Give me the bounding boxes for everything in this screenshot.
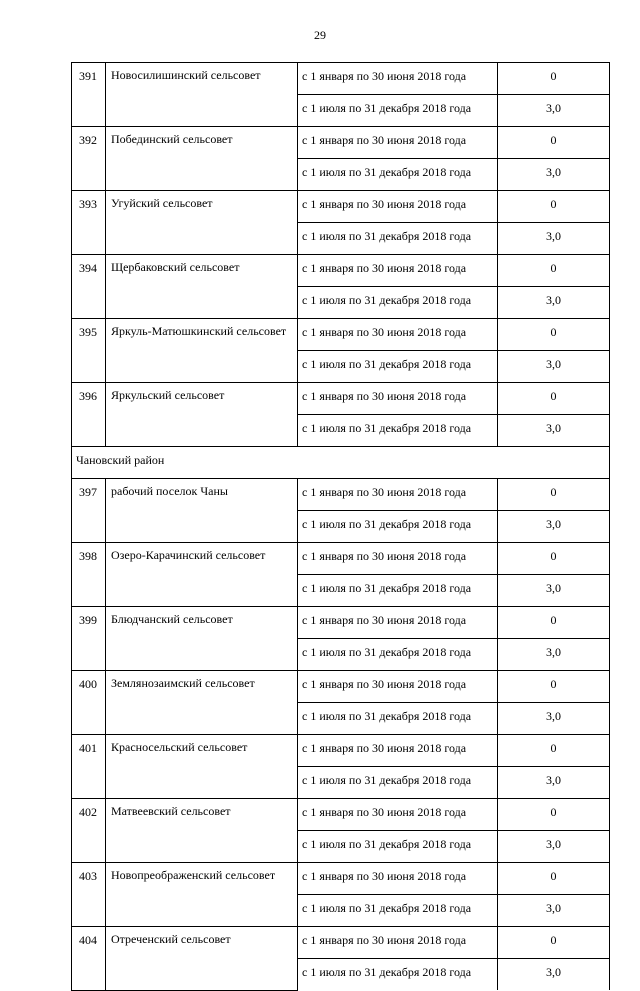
value-cell: 3,0 bbox=[498, 415, 610, 447]
rates-table bbox=[71, 62, 610, 991]
row-number: 398 bbox=[72, 543, 106, 607]
row-number: 397 bbox=[72, 479, 106, 543]
value-cell: 3,0 bbox=[498, 511, 610, 543]
municipality-name: Блюдчанский сельсовет bbox=[106, 607, 298, 671]
value-cell: 0 bbox=[498, 479, 610, 511]
period-cell: с 1 июля по 31 декабря 2018 года bbox=[298, 511, 498, 543]
period-cell: с 1 июля по 31 декабря 2018 года bbox=[298, 575, 498, 607]
table-row bbox=[72, 863, 610, 895]
table-body bbox=[72, 63, 610, 991]
value-cell: 0 bbox=[498, 735, 610, 767]
value-cell: 3,0 bbox=[498, 223, 610, 255]
period-cell: с 1 июля по 31 декабря 2018 года bbox=[298, 95, 498, 127]
period-cell: с 1 января по 30 июня 2018 года bbox=[298, 383, 498, 415]
value-cell: 3,0 bbox=[498, 639, 610, 671]
period-cell: с 1 января по 30 июня 2018 года bbox=[298, 63, 498, 95]
row-number: 393 bbox=[72, 191, 106, 255]
period-cell: с 1 января по 30 июня 2018 года bbox=[298, 799, 498, 831]
table-row bbox=[72, 799, 610, 831]
value-cell: 3,0 bbox=[498, 895, 610, 927]
period-cell: с 1 июля по 31 декабря 2018 года bbox=[298, 959, 498, 991]
period-cell: с 1 июля по 31 декабря 2018 года bbox=[298, 639, 498, 671]
municipality-name: Новосилишинский сельсовет bbox=[106, 63, 298, 127]
municipality-name: Отреченский сельсовет bbox=[106, 927, 298, 991]
value-cell: 0 bbox=[498, 927, 610, 959]
period-cell: с 1 июля по 31 декабря 2018 года bbox=[298, 159, 498, 191]
period-cell: с 1 июля по 31 декабря 2018 года bbox=[298, 895, 498, 927]
district-row bbox=[72, 447, 610, 479]
period-cell: с 1 июля по 31 декабря 2018 года bbox=[298, 287, 498, 319]
value-cell: 3,0 bbox=[498, 767, 610, 799]
period-cell: с 1 июля по 31 декабря 2018 года bbox=[298, 703, 498, 735]
municipality-name: рабочий поселок Чаны bbox=[106, 479, 298, 543]
table-row bbox=[72, 127, 610, 159]
table-row bbox=[72, 191, 610, 223]
row-number: 399 bbox=[72, 607, 106, 671]
period-cell: с 1 июля по 31 декабря 2018 года bbox=[298, 415, 498, 447]
row-number: 395 bbox=[72, 319, 106, 383]
value-cell: 3,0 bbox=[498, 575, 610, 607]
table-row bbox=[72, 927, 610, 959]
municipality-name: Яркульский сельсовет bbox=[106, 383, 298, 447]
period-cell: с 1 июля по 31 декабря 2018 года bbox=[298, 223, 498, 255]
value-cell: 0 bbox=[498, 319, 610, 351]
row-number: 400 bbox=[72, 671, 106, 735]
period-cell: с 1 января по 30 июня 2018 года bbox=[298, 127, 498, 159]
value-cell: 0 bbox=[498, 607, 610, 639]
value-cell: 3,0 bbox=[498, 959, 610, 991]
row-number: 392 bbox=[72, 127, 106, 191]
table-row bbox=[72, 63, 610, 95]
table-row bbox=[72, 671, 610, 703]
table-row bbox=[72, 479, 610, 511]
row-number: 394 bbox=[72, 255, 106, 319]
row-number: 401 bbox=[72, 735, 106, 799]
row-number: 396 bbox=[72, 383, 106, 447]
municipality-name: Озеро-Карачинский сельсовет bbox=[106, 543, 298, 607]
table-row bbox=[72, 543, 610, 575]
value-cell: 0 bbox=[498, 543, 610, 575]
period-cell: с 1 июля по 31 декабря 2018 года bbox=[298, 831, 498, 863]
row-number: 404 bbox=[72, 927, 106, 991]
value-cell: 3,0 bbox=[498, 831, 610, 863]
value-cell: 0 bbox=[498, 127, 610, 159]
row-number: 391 bbox=[72, 63, 106, 127]
period-cell: с 1 января по 30 июня 2018 года bbox=[298, 607, 498, 639]
table-row bbox=[72, 607, 610, 639]
value-cell: 3,0 bbox=[498, 703, 610, 735]
value-cell: 3,0 bbox=[498, 95, 610, 127]
municipality-name: Землянозаимский сельсовет bbox=[106, 671, 298, 735]
value-cell: 0 bbox=[498, 255, 610, 287]
district-name: Чановский район bbox=[72, 447, 610, 479]
value-cell: 0 bbox=[498, 799, 610, 831]
value-cell: 0 bbox=[498, 191, 610, 223]
table-row bbox=[72, 319, 610, 351]
municipality-name: Матвеевский сельсовет bbox=[106, 799, 298, 863]
municipality-name: Новопреображенский сельсовет bbox=[106, 863, 298, 927]
period-cell: с 1 января по 30 июня 2018 года bbox=[298, 319, 498, 351]
page-number: 29 bbox=[314, 28, 326, 42]
value-cell: 3,0 bbox=[498, 159, 610, 191]
value-cell: 3,0 bbox=[498, 287, 610, 319]
period-cell: с 1 июля по 31 декабря 2018 года bbox=[298, 351, 498, 383]
value-cell: 0 bbox=[498, 863, 610, 895]
period-cell: с 1 января по 30 июня 2018 года bbox=[298, 735, 498, 767]
row-number: 402 bbox=[72, 799, 106, 863]
period-cell: с 1 января по 30 июня 2018 года bbox=[298, 543, 498, 575]
table-row bbox=[72, 255, 610, 287]
row-number: 403 bbox=[72, 863, 106, 927]
value-cell: 0 bbox=[498, 383, 610, 415]
value-cell: 0 bbox=[498, 63, 610, 95]
period-cell: с 1 января по 30 июня 2018 года bbox=[298, 479, 498, 511]
municipality-name: Красносельский сельсовет bbox=[106, 735, 298, 799]
period-cell: с 1 января по 30 июня 2018 года bbox=[298, 255, 498, 287]
municipality-name: Яркуль-Матюшкинский сельсовет bbox=[106, 319, 298, 383]
municipality-name: Щербаковский сельсовет bbox=[106, 255, 298, 319]
table-row bbox=[72, 383, 610, 415]
period-cell: с 1 января по 30 июня 2018 года bbox=[298, 671, 498, 703]
municipality-name: Побединский сельсовет bbox=[106, 127, 298, 191]
value-cell: 3,0 bbox=[498, 351, 610, 383]
municipality-name: Угуйский сельсовет bbox=[106, 191, 298, 255]
value-cell: 0 bbox=[498, 671, 610, 703]
period-cell: с 1 января по 30 июня 2018 года bbox=[298, 863, 498, 895]
table-row bbox=[72, 735, 610, 767]
period-cell: с 1 января по 30 июня 2018 года bbox=[298, 927, 498, 959]
period-cell: с 1 января по 30 июня 2018 года bbox=[298, 191, 498, 223]
period-cell: с 1 июля по 31 декабря 2018 года bbox=[298, 767, 498, 799]
